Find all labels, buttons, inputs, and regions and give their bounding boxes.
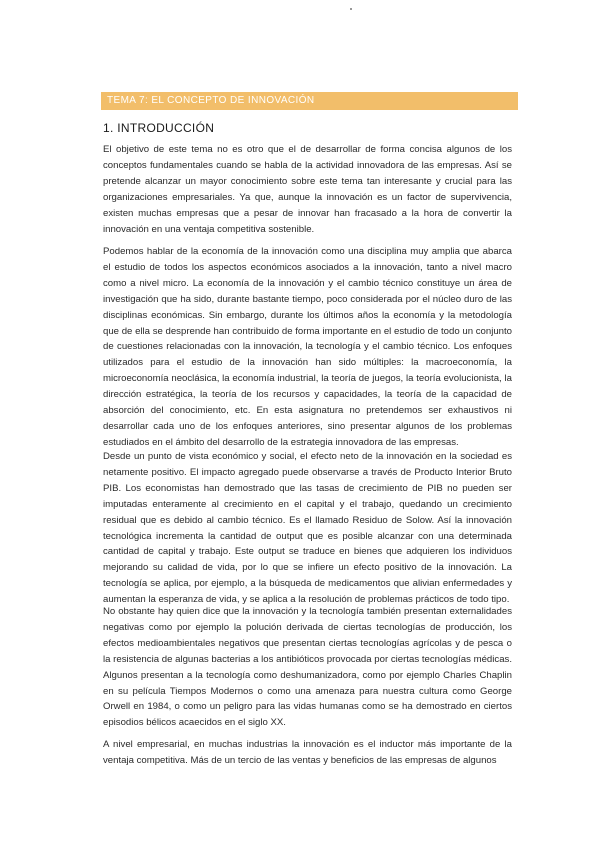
theme-banner: TEMA 7: EL CONCEPTO DE INNOVACIÓN [101, 92, 518, 110]
paragraph-objective: El objetivo de este tema no es otro que el de desarrollar de forma concisa algunos de los conceptos fundamentales cuando se habla de la actividad innovadora de las empresas. Así se pretende alcanzar un mayor conocimiento sobre este tema tan interesante y crucial para las organizaciones empresariales. Ya que, aunque la innovación es un factor de supervivencia, existen muchas empresas que a pesar de innovar han fracasado a la hora de convertir la innovación en una ventaja competitiva sostenible. [103, 144, 512, 235]
paragraph-social-effect: Desde un punto de vista económico y social, el efecto neto de la innovación en la sociedad es netamente positivo. El impacto agregado puede observarse a través de Producto Interior Bruto PIB. Los economistas han demostrado que las tasas de crecimiento de PIB no pueden ser imputadas enteramente al crecimiento en el capital y el trabajo, quedando un crecimiento residual que es debido al cambio técnico. Es el llamado Residuo de Solow. Así la innovación tecnológica incrementa la cantidad de output que es posible alcanzar con una determinada cantidad de capital y trabajo. Este output se traduce en bienes que adquieren los individuos mejorando su calidad de vida, por lo que se infiere un efecto positivo de la innovación. La tecnología se aplica, por ejemplo, a la búsqueda de medicamentos que alivian enfermedades y aumentan la esperanza de vida, y se aplica a la resolución de problemas prácticos de todo tipo. [103, 451, 512, 606]
paragraph-negative-externalities: No obstante hay quien dice que la innovación y la tecnología también presentan externalidades negativas como por ejemplo la polución derivada de ciertas tecnologías de producción, los efectos medioambientales negativos que presentan ciertas tecnologías agrícolas y de pesca o la resistencia de algunas bacterias a los antibióticos provocada por ciertas tecnologías médicas. Algunos presentan a la tecnología como deshumanizadora, como por ejemplo Charles Chaplin en su película Tiempos Modernos o como una amenaza para nuestra cultura como George Orwell en 1984, o como un peligro para las vidas humanas como se ha demostrado en ciertos episodios bélicos acaecidos en el siglo XX. [103, 606, 512, 729]
paragraph-innovation-economics: Podemos hablar de la economía de la innovación como una disciplina muy amplia que abarca el estudio de todos los aspectos económicos asociados a la innovación, tanto a nivel macro como a nivel micro. La economía de la innovación y el cambio técnico constituye un área de investigación que ha sido, durante bastante tiempo, poco considerada por el núcleo duro de las disciplinas económicas. Sin embargo, durante los últimos años la economía y la metodología que de ella se desprende han contribuido de forma importante en el estudio de todo un conjunto de cuestiones relacionadas con la innovación, la tecnología y el cambio técnico. Los enfoques utilizados para el estudio de la innovación han sido múltiples: la macroeconomía, la microeconomía neoclásica, la economía industrial, la teoría de juegos, la teoría evolucionista, la dirección estratégica, la teoría de los recursos y capacidades, la teoría de la capacidad de absorción del conocimiento, etc. En esta asignatura no pretendemos ser exhaustivos ni desarrollar cada uno de los enfoques anteriores, sino presentar algunos de los problemas estudiados en el ámbito del desarrollo de la estrategia innovadora de las empresas. [103, 246, 512, 448]
scan-speck [350, 8, 352, 10]
paragraph-business-level: A nivel empresarial, en muchas industrias la innovación es el inductor más importante de la ventaja competitiva. Más de un tercio de las ventas y beneficios de las empresas de algunos [103, 739, 512, 766]
section-title: 1. INTRODUCCIÓN [103, 121, 215, 135]
